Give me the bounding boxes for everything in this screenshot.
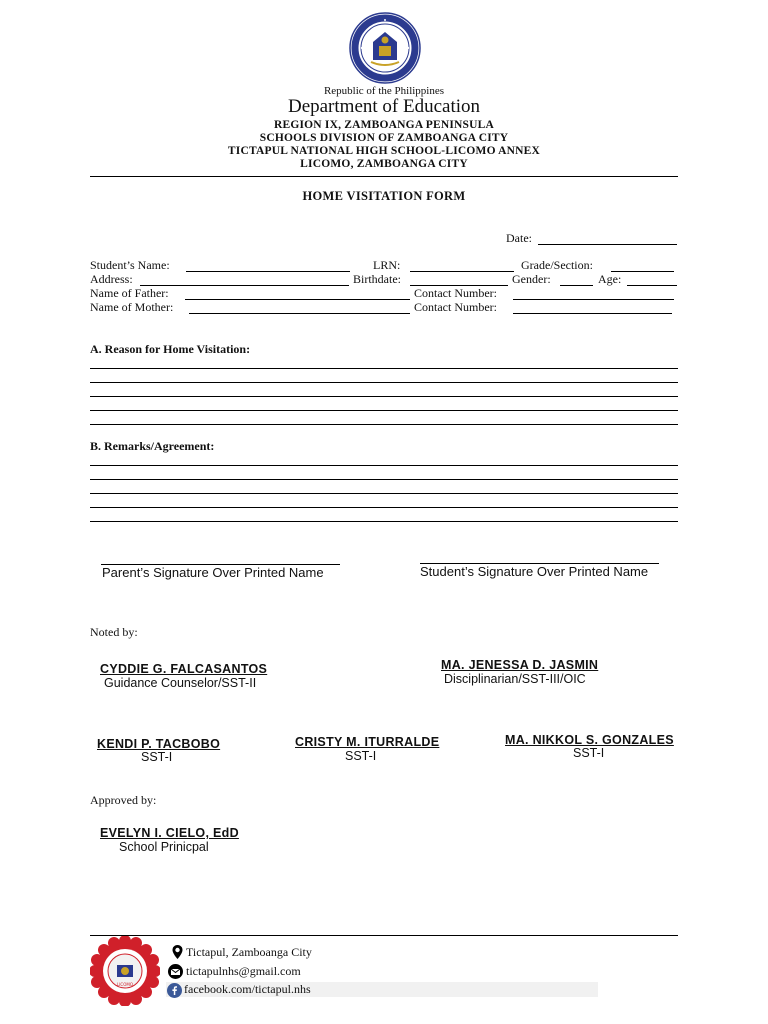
- father-field[interactable]: [185, 299, 410, 300]
- facebook-icon: [167, 983, 182, 998]
- approved-by-label: Approved by:: [90, 793, 157, 807]
- father-contact-label: Contact Number:: [414, 286, 497, 300]
- father-label: Name of Father:: [90, 286, 169, 300]
- school-address-line: LICOMO, ZAMBOANGA CITY: [300, 158, 468, 170]
- remarks-line[interactable]: [90, 479, 678, 480]
- date-field[interactable]: [538, 244, 677, 245]
- mother-label: Name of Mother:: [90, 300, 174, 314]
- reason-line[interactable]: [90, 382, 678, 383]
- lrn-label: LRN:: [373, 258, 401, 272]
- birthdate-label: Birthdate:: [353, 272, 401, 286]
- address-label: Address:: [90, 272, 133, 286]
- approver-title: School Prinicpal: [119, 840, 209, 854]
- signatory-name: MA. JENESSA D. JASMIN: [441, 658, 599, 672]
- student-name-label: Student’s Name:: [90, 258, 170, 272]
- mother-contact-field[interactable]: [513, 313, 672, 314]
- age-label: Age:: [598, 272, 622, 286]
- date-label: Date:: [506, 231, 532, 245]
- noted-by-label: Noted by:: [90, 625, 138, 639]
- reason-line[interactable]: [90, 396, 678, 397]
- gender-label: Gender:: [512, 272, 551, 286]
- signatory-name: CYDDIE G. FALCASANTOS: [100, 662, 268, 676]
- signatory-name: KENDI P. TACBOBO: [97, 737, 221, 751]
- student-signature-caption: Student’s Signature Over Printed Name: [420, 564, 649, 579]
- mother-field[interactable]: [189, 313, 410, 314]
- signatory-name: CRISTY M. ITURRALDE: [295, 735, 440, 749]
- parent-signature-caption: Parent’s Signature Over Printed Name: [102, 565, 324, 580]
- footer-divider: [90, 935, 678, 936]
- reason-line[interactable]: [90, 368, 678, 369]
- school-line: TICTAPUL NATIONAL HIGH SCHOOL-LICOMO ANNEX: [227, 145, 541, 157]
- lrn-field[interactable]: [410, 271, 514, 272]
- signatory-title: Guidance Counselor/SST-II: [104, 676, 257, 690]
- approver-name: EVELYN I. CIELO, EdD: [100, 826, 239, 840]
- gender-field[interactable]: [560, 285, 593, 286]
- address-field[interactable]: [140, 285, 349, 286]
- reason-line[interactable]: [90, 424, 678, 425]
- remarks-line[interactable]: [90, 493, 678, 494]
- signatory-name: MA. NIKKOL S. GONZALES: [505, 733, 674, 747]
- division-line: SCHOOLS DIVISION OF ZAMBOANGA CITY: [259, 132, 509, 144]
- grade-section-label: Grade/Section:: [521, 258, 593, 272]
- form-title: HOME VISITATION FORM: [302, 189, 466, 203]
- signatory-title: SST-I: [573, 746, 605, 760]
- signatory-title: SST-I: [141, 750, 173, 764]
- father-contact-field[interactable]: [513, 299, 674, 300]
- footer-email[interactable]: tictapulnhs@gmail.com: [186, 964, 301, 978]
- mother-contact-label: Contact Number:: [414, 300, 497, 314]
- header-divider: [90, 176, 678, 177]
- remarks-heading: B. Remarks/Agreement:: [90, 439, 215, 453]
- republic-line: Republic of the Philippines: [323, 85, 445, 97]
- remarks-line[interactable]: [90, 465, 678, 466]
- department-name: Department of Education: [287, 96, 481, 117]
- footer-facebook[interactable]: facebook.com/tictapul.nhs: [184, 982, 311, 996]
- svg-text:LICOMO: LICOMO: [117, 982, 133, 987]
- deped-seal: [349, 12, 421, 84]
- location-icon: [171, 944, 184, 960]
- footer-location: Tictapul, Zamboanga City: [186, 945, 312, 959]
- remarks-line[interactable]: [90, 521, 678, 522]
- remarks-line[interactable]: [90, 507, 678, 508]
- reason-heading: A. Reason for Home Visitation:: [90, 342, 251, 356]
- age-field[interactable]: [627, 285, 677, 286]
- student-name-field[interactable]: [186, 271, 350, 272]
- school-logo: [90, 936, 160, 1006]
- signatory-title: Disciplinarian/SST-III/OIC: [444, 672, 586, 686]
- signatory-title: SST-I: [345, 749, 377, 763]
- region-line: REGION IX, ZAMBOANGA PENINSULA: [273, 119, 495, 131]
- reason-line[interactable]: [90, 410, 678, 411]
- email-icon: [167, 964, 184, 979]
